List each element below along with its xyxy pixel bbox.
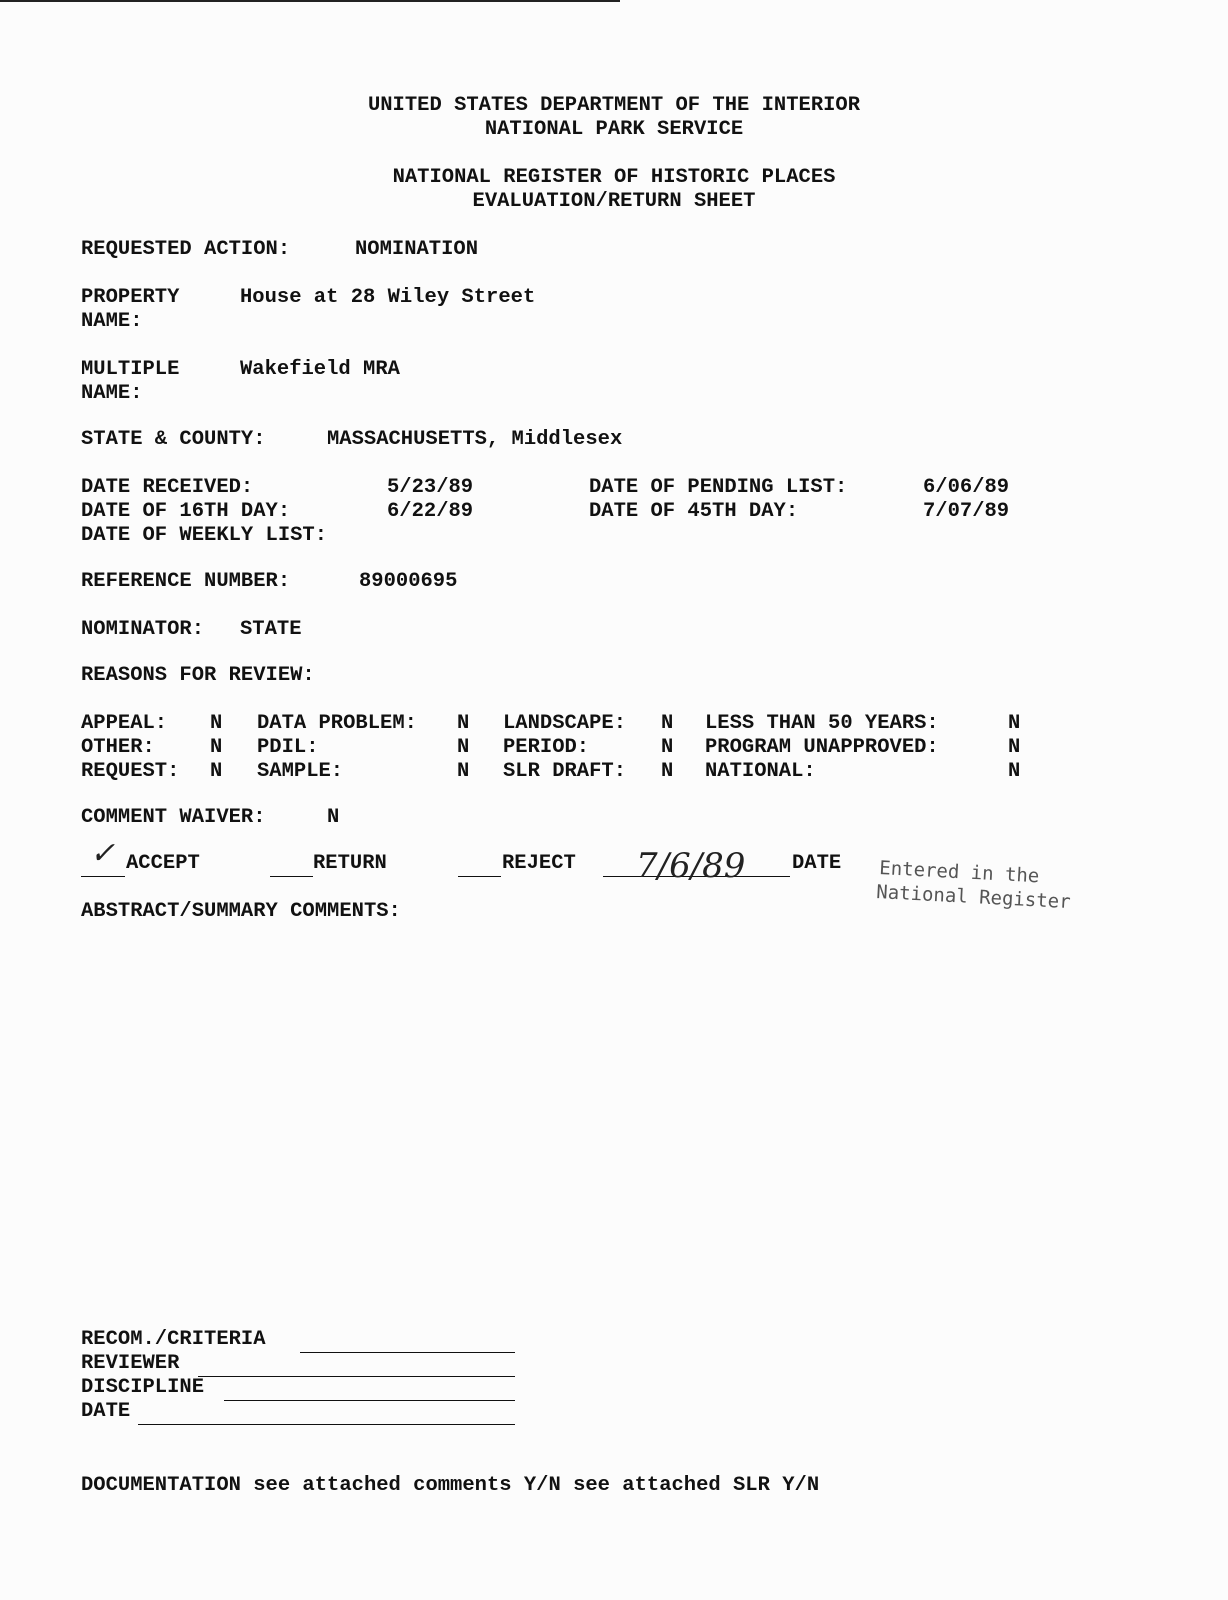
- accept-blank[interactable]: [81, 876, 125, 877]
- reason-other-label: OTHER:: [81, 736, 155, 759]
- top-edge-line: [0, 0, 620, 2]
- reason-landscape-value: N: [661, 712, 674, 735]
- reason-other-value: N: [210, 736, 223, 759]
- state-county-value: MASSACHUSETTS, Middlesex: [327, 428, 623, 451]
- date-16th-value: 6/22/89: [387, 500, 474, 523]
- reason-appeal-label: APPEAL:: [81, 712, 168, 735]
- nominator-value: STATE: [240, 618, 302, 641]
- comment-waiver-label: COMMENT WAIVER:: [81, 806, 266, 829]
- date-received-value: 5/23/89: [387, 476, 474, 499]
- multiple-name-label: NAME:: [81, 382, 143, 405]
- recom-criteria-label: RECOM./CRITERIA: [81, 1328, 266, 1351]
- nominator-label: NOMINATOR:: [81, 618, 205, 641]
- abstract-label: ABSTRACT/SUMMARY COMMENTS:: [81, 900, 401, 923]
- documentation-line: DOCUMENTATION see attached comments Y/N see attached SLR Y/N: [81, 1474, 820, 1497]
- reason-program-value: N: [1008, 736, 1021, 759]
- reason-program-label: PROGRAM UNAPPROVED:: [705, 736, 939, 759]
- bottom-date-line[interactable]: [138, 1424, 515, 1425]
- bottom-date-label: DATE: [81, 1400, 131, 1423]
- reason-landscape-label: LANDSCAPE:: [503, 712, 627, 735]
- date-weekly-label: DATE OF WEEKLY LIST:: [81, 524, 328, 547]
- date-16th-label: DATE OF 16TH DAY:: [81, 500, 291, 523]
- reason-sample-value: N: [457, 760, 470, 783]
- reviewer-label: REVIEWER: [81, 1352, 180, 1375]
- reason-less50-value: N: [1008, 712, 1021, 735]
- reason-period-label: PERIOD:: [503, 736, 590, 759]
- reason-national-label: NATIONAL:: [705, 760, 816, 783]
- return-label: RETURN: [313, 852, 387, 875]
- state-county-label: STATE & COUNTY:: [81, 428, 266, 451]
- reference-value: 89000695: [359, 570, 458, 593]
- header-sheet-title: EVALUATION/RETURN SHEET: [472, 190, 756, 213]
- multiple-label: MULTIPLE: [81, 358, 180, 381]
- date-45th-label: DATE OF 45TH DAY:: [589, 500, 799, 523]
- register-stamp-line2: National Register: [875, 880, 1072, 914]
- reference-label: REFERENCE NUMBER:: [81, 570, 291, 593]
- property-name-value: House at 28 Wiley Street: [240, 286, 536, 309]
- discipline-line[interactable]: [224, 1400, 515, 1401]
- reject-blank[interactable]: [458, 876, 501, 877]
- reason-pdil-label: PDIL:: [257, 736, 319, 759]
- reasons-label: REASONS FOR REVIEW:: [81, 664, 315, 687]
- multiple-name-value: Wakefield MRA: [240, 358, 400, 381]
- reason-period-value: N: [661, 736, 674, 759]
- accept-label: ACCEPT: [126, 852, 200, 875]
- property-label: PROPERTY: [81, 286, 180, 309]
- reviewer-line[interactable]: [198, 1376, 515, 1377]
- return-blank[interactable]: [270, 876, 313, 877]
- discipline-label: DISCIPLINE: [81, 1376, 205, 1399]
- header-register: NATIONAL REGISTER OF HISTORIC PLACES: [392, 166, 836, 189]
- date-pending-value: 6/06/89: [923, 476, 1010, 499]
- date-received-label: DATE RECEIVED:: [81, 476, 254, 499]
- handwritten-date: 7/6/89: [636, 846, 746, 886]
- requested-action-value: NOMINATION: [355, 238, 479, 261]
- reason-request-value: N: [210, 760, 223, 783]
- reason-less50-label: LESS THAN 50 YEARS:: [705, 712, 939, 735]
- reason-sample-label: SAMPLE:: [257, 760, 344, 783]
- reason-pdil-value: N: [457, 736, 470, 759]
- register-stamp-line1: Entered in the: [878, 856, 1040, 888]
- date-45th-value: 7/07/89: [923, 500, 1010, 523]
- reject-label: REJECT: [502, 852, 576, 875]
- reason-slr-draft-value: N: [661, 760, 674, 783]
- header-department: UNITED STATES DEPARTMENT OF THE INTERIOR: [367, 94, 861, 117]
- comment-waiver-value: N: [327, 806, 340, 829]
- reason-data-problem-value: N: [457, 712, 470, 735]
- recom-criteria-line[interactable]: [300, 1352, 515, 1353]
- requested-action-label: REQUESTED ACTION:: [81, 238, 291, 261]
- reason-data-problem-label: DATA PROBLEM:: [257, 712, 417, 735]
- date-label: DATE: [792, 852, 842, 875]
- reason-request-label: REQUEST:: [81, 760, 180, 783]
- property-name-label: NAME:: [81, 310, 143, 333]
- reason-slr-draft-label: SLR DRAFT:: [503, 760, 627, 783]
- header-service: NATIONAL PARK SERVICE: [484, 118, 744, 141]
- reason-appeal-value: N: [210, 712, 223, 735]
- reason-national-value: N: [1008, 760, 1021, 783]
- accept-checkmark: ✓: [90, 836, 116, 871]
- date-pending-label: DATE OF PENDING LIST:: [589, 476, 848, 499]
